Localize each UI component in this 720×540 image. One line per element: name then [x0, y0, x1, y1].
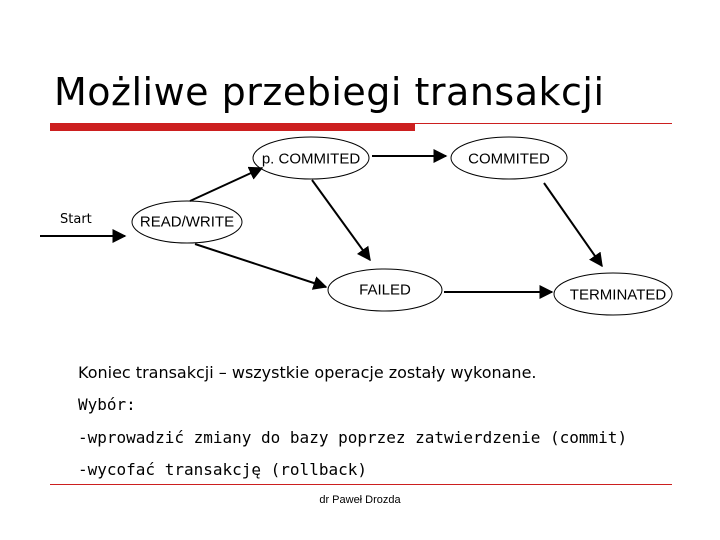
footer-author: dr Paweł Drozda — [319, 494, 401, 506]
node-commited-label: COMMITED — [468, 150, 550, 168]
node-failed-label: FAILED — [359, 281, 411, 299]
body-line-1: Koniec transakcji – wszystkie operacje zostały wykonane. — [78, 363, 537, 382]
node-p-commited-label: p. COMMITED — [261, 150, 361, 168]
body-line-4: -wycofać transakcję (rollback) — [78, 460, 367, 479]
start-label: Start — [60, 212, 92, 227]
footer-rule — [50, 484, 672, 485]
body-line-3: -wprowadzić zmiany do bazy poprzez zatwierdzenie (commit) — [78, 428, 628, 447]
body-line-2: Wybór: — [78, 395, 136, 414]
arrow-readwrite-to-pcommited — [190, 168, 262, 201]
arrow-commited-to-terminated — [544, 183, 602, 266]
node-terminated-label: TERMINATED — [569, 286, 667, 304]
page-title: Możliwe przebiegi transakcji — [54, 70, 605, 114]
node-read-write-label: READ/WRITE — [139, 213, 235, 231]
arrow-pcommited-to-failed — [312, 180, 370, 260]
arrow-readwrite-to-failed — [195, 244, 326, 287]
